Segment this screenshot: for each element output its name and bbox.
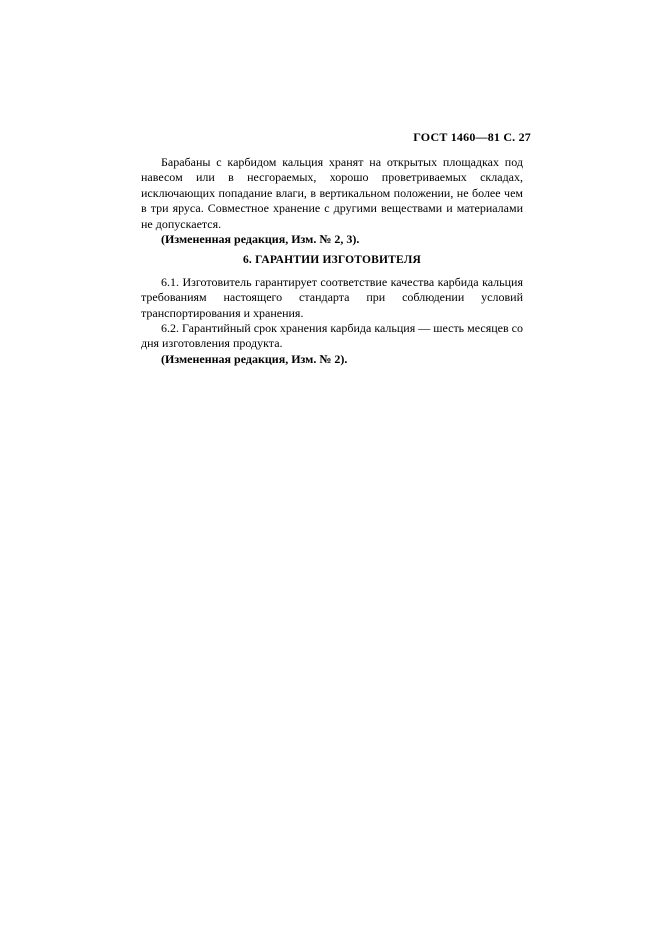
- page-header: ГОСТ 1460—81 С. 27: [413, 130, 531, 144]
- storage-paragraph: Барабаны с карбидом кальция хранят на открытых площадках под навесом или в несгораемых, хорошо проветриваемых складах, исключающих попадание влаги, в вертикальном положении, не более чем в три яруса. Совместное хранение с другими веществами и материалами не допускается.: [141, 155, 523, 231]
- clause-6-2: 6.2. Гарантийный срок хранения карбида кальция — шесть месяцев со дня изготовления продукта.: [141, 321, 523, 351]
- amendment-note: (Измененная редакция, Изм. № 2, 3).: [161, 232, 360, 247]
- clause-6-1: 6.1. Изготовитель гарантирует соответствие качества карбида кальция требованиям настоящего стандарта при соблюдении условий транспортирования и хранения.: [141, 274, 523, 320]
- amendment-note: (Измененная редакция, Изм. № 2).: [161, 351, 348, 366]
- document-body: [141, 155, 523, 367]
- section-title: 6. ГАРАНТИИ ИЗГОТОВИТЕЛЯ: [242, 254, 422, 267]
